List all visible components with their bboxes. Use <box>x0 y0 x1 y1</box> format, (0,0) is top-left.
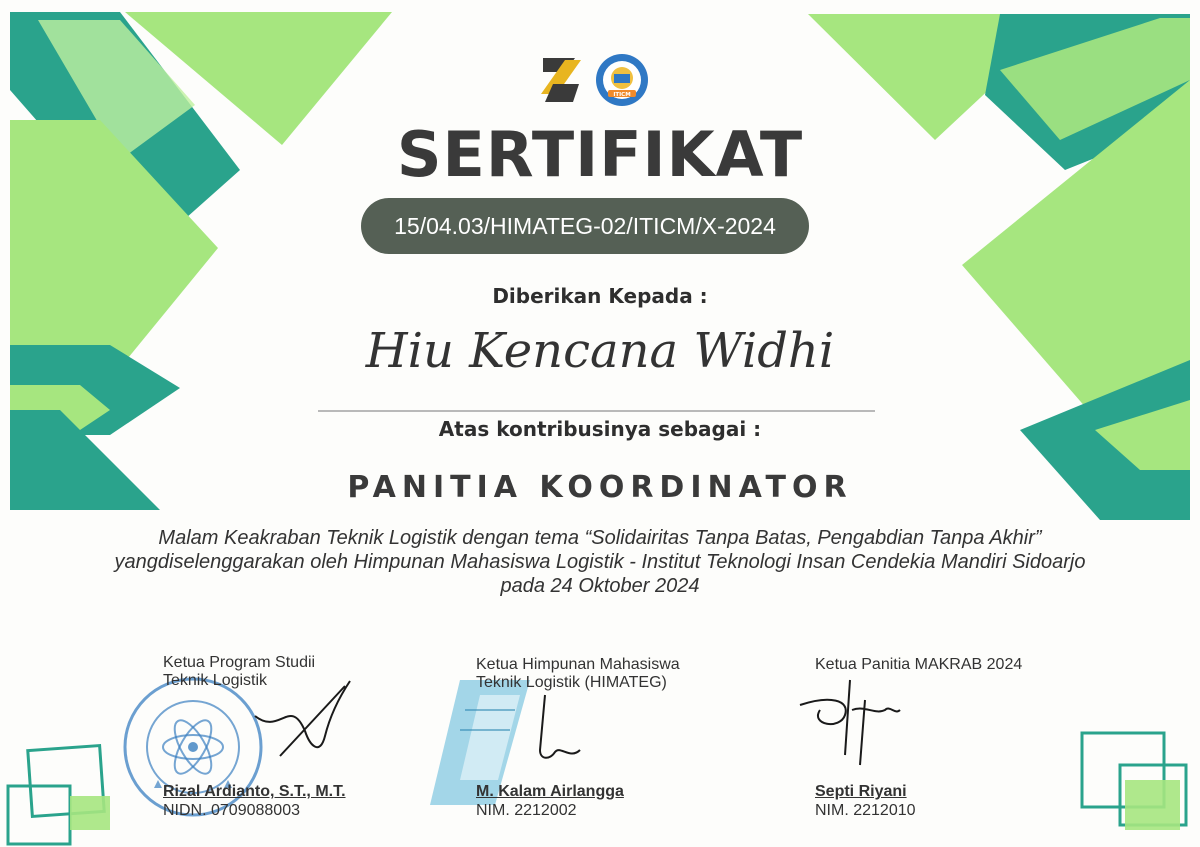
signatory-1-title-line-1: Ketua Program Studii <box>163 654 316 671</box>
given-to-label: Diberikan Kepada : <box>492 284 708 308</box>
signatory-3-id: NIM. 2212010 <box>815 802 916 819</box>
name-underline <box>318 410 875 412</box>
logistics-logo-icon <box>535 54 587 106</box>
iticm-seal-icon <box>594 52 650 108</box>
signatory-2 <box>476 656 680 692</box>
role-title: PANITIA KOORDINATOR <box>347 470 853 505</box>
iticm-seal-text: ITICM <box>613 92 631 98</box>
contribution-label: Atas kontribusinya sebagai : <box>438 417 762 441</box>
signatory-3 <box>815 656 1022 674</box>
signatory-1-footer <box>163 782 346 820</box>
signatory-1-title-line-2: Teknik Logistik <box>163 672 268 689</box>
event-description <box>0 526 1200 598</box>
description-line-1: Malam Keakraban Teknik Logistik dengan tema “Solidairitas Tanpa Batas, Pengabdian Tanpa Akhir” <box>158 527 1042 549</box>
signatory-3-footer <box>815 782 916 820</box>
signatory-3-title-line-1: Ketua Panitia MAKRAB 2024 <box>815 656 1023 673</box>
square-fill-bottom-right <box>1125 780 1180 830</box>
description-line-3: pada 24 Oktober 2024 <box>500 575 700 597</box>
recipient-name: Hiu Kencana Widhi <box>365 323 835 379</box>
signatory-1-name: Rizal Ardianto, S.T., M.T. <box>163 783 346 800</box>
signatory-1 <box>163 654 315 690</box>
signatory-2-id: NIM. 2212002 <box>476 802 577 819</box>
signatory-3-name: Septi Riyani <box>815 783 907 800</box>
certificate-title: SERTIFIKAT <box>396 118 804 191</box>
signatory-2-footer <box>476 782 624 820</box>
signatory-1-id: NIDN. 0709088003 <box>163 802 300 819</box>
signature-2-icon <box>520 690 590 770</box>
signature-3-icon <box>790 670 910 770</box>
description-line-2: yangdiselenggarakan oleh Himpunan Mahasiswa Logistik - Institut Teknologi Insan Cendekia Mandiri Sidoarjo <box>114 551 1086 573</box>
signatory-2-title-line-1: Ketua Himpunan Mahasiswa <box>476 656 680 673</box>
square-fill-bottom-left <box>70 796 110 830</box>
signatory-2-name: M. Kalam Airlangga <box>476 783 624 800</box>
certificate-number-badge: 15/04.03/HIMATEG-02/ITICM/X-2024 <box>361 198 809 254</box>
signatory-2-title-line-2: Teknik Logistik (HIMATEG) <box>476 674 667 691</box>
